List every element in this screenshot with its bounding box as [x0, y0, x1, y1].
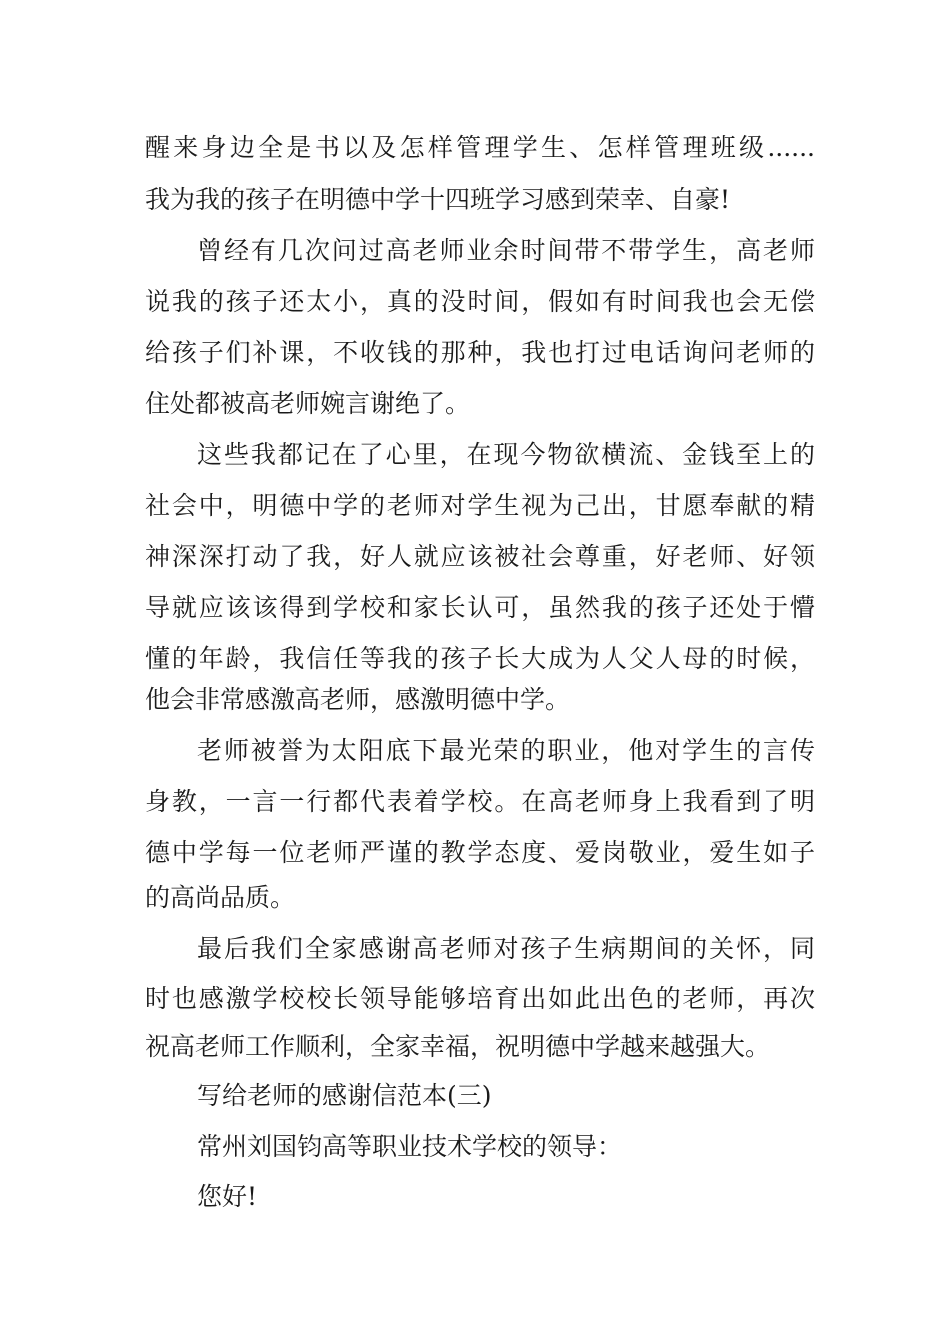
paragraph-first-line: 这些我都记在了心里，在现今物欲横流、金钱至上的 [197, 440, 815, 469]
text-line: 德中学每一位老师严谨的教学态度、爱岗敬业，爱生如子 [145, 838, 815, 867]
text-line: 身教，一言一行都代表着学校。在高老师身上我看到了明 [145, 787, 815, 816]
text-line: 时也感激学校校长领导能够培育出如此出色的老师，再次 [145, 984, 815, 1013]
paragraph-first-line: 曾经有几次问过高老师业余时间带不带学生，高老师 [197, 236, 815, 265]
text-line: 给孩子们补课，不收钱的那种，我也打过电话询问老师的 [145, 338, 815, 367]
salutation-recipient: 常州刘国钧高等职业技术学校的领导： [197, 1132, 623, 1161]
paragraph-first-line: 最后我们全家感谢高老师对孩子生病期间的关怀，同 [197, 934, 815, 963]
text-line: 醒来身边全是书以及怎样管理学生、怎样管理班级...... [145, 133, 815, 162]
text-line: 祝高老师工作顺利，全家幸福，祝明德中学越来越强大。 [145, 1032, 771, 1061]
text-line: 社会中，明德中学的老师对学生视为己出，甘愿奉献的精 [145, 491, 815, 520]
text-line: 懂的年龄，我信任等我的孩子长大成为人父人母的时候， [145, 644, 815, 673]
text-line: 说我的孩子还太小，真的没时间，假如有时间我也会无偿 [145, 287, 815, 316]
paragraph-first-line: 老师被誉为太阳底下最光荣的职业，他对学生的言传 [197, 736, 815, 765]
text-line: 我为我的孩子在明德中学十四班学习感到荣幸、自豪! [145, 185, 731, 214]
text-line: 神深深打动了我，好人就应该被社会尊重，好老师、好领 [145, 542, 815, 571]
text-line: 的高尚品质。 [145, 883, 296, 912]
greeting: 您好! [197, 1182, 258, 1211]
section-heading: 写给老师的感谢信范本(三) [197, 1081, 492, 1110]
text-line: 住处都被高老师婉言谢绝了。 [145, 389, 471, 418]
text-line: 他会非常感激高老师，感激明德中学。 [145, 685, 571, 714]
text-line: 导就应该该得到学校和家长认可，虽然我的孩子还处于懵 [145, 593, 815, 622]
